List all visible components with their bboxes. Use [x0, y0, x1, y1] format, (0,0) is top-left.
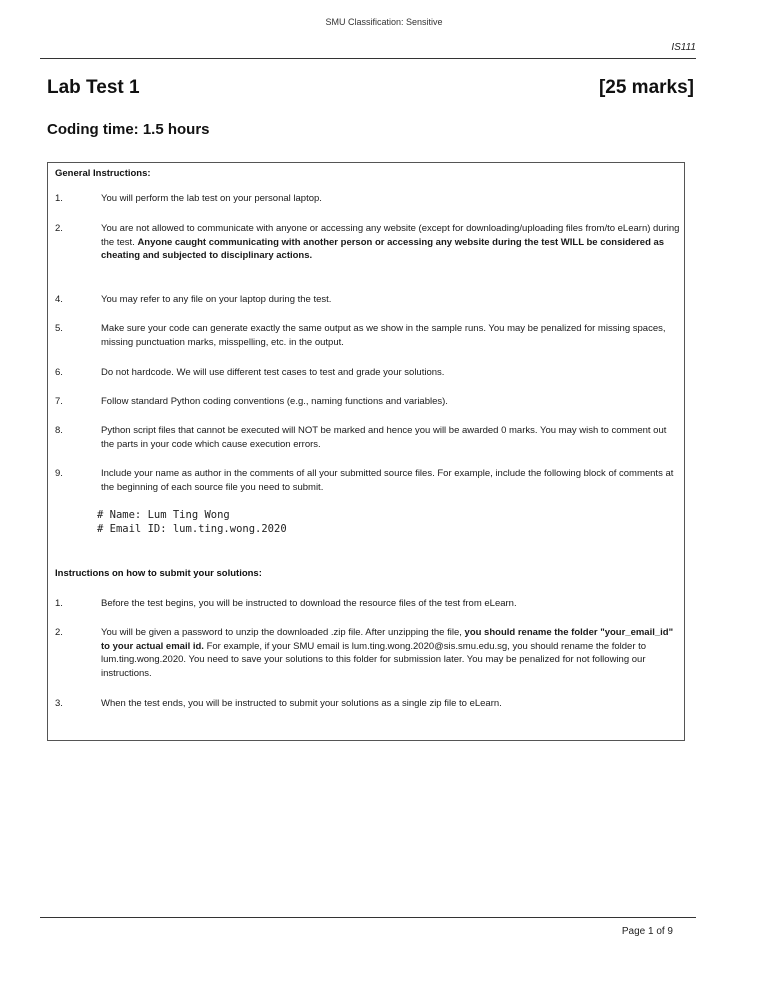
item-text-plain: You are not allowed to communicate with anyone or accessing any website (except for downloading/uploading files from/to eLearn) during the test. [101, 223, 680, 248]
item-text: Follow standard Python coding conventions (e.g., naming functions and variables). [101, 396, 448, 407]
code-comment-line-1: # Name: Lum Ting Wong [97, 509, 230, 521]
item-text-bold: Anyone caught communicating with another person or accessing any website during the test WILL be considered as cheating and subjected to disciplinary actions. [101, 236, 665, 261]
item-text: Make sure your code can generate exactly the same output as we show in the sample runs. You may be penalized for missing spaces, missing punctuation marks, misspelling, etc. in the output. [101, 323, 666, 348]
footer-divider [40, 917, 696, 918]
course-code: IS111 [671, 42, 696, 53]
item-text: Do not hardcode. We will use different test cases to test and grade your solutions. [101, 367, 445, 378]
item-number: 1. [55, 193, 63, 204]
item-text-plain: You will be given a password to unzip the downloaded .zip file. After unzipping the file, [101, 627, 465, 638]
coding-time: Coding time: 1.5 hours [47, 121, 210, 138]
submit-instructions-heading: Instructions on how to submit your solutions: [55, 568, 262, 579]
item-number: 2. [55, 223, 63, 234]
item-number: 1. [55, 598, 63, 609]
item-text: You will perform the lab test on your personal laptop. [101, 193, 322, 204]
item-number: 3. [55, 698, 63, 709]
item-text: Before the test begins, you will be instructed to download the resource files of the test from eLearn. [101, 598, 517, 609]
header-divider [40, 58, 696, 59]
item-number: 6. [55, 367, 63, 378]
item-number: 2. [55, 627, 63, 638]
item-text [101, 222, 681, 263]
page-title: Lab Test 1 [47, 77, 140, 98]
page-number: Page 1 of 9 [621, 926, 673, 937]
general-instructions-heading: General Instructions: [55, 168, 151, 179]
item-text: Python script files that cannot be executed will NOT be marked and hence you will be awarded 0 marks. You may wish to comment out the parts in your code which cause execution errors. [101, 425, 667, 450]
item-number: 4. [55, 294, 63, 305]
item-text: When the test ends, you will be instructed to submit your solutions as a single zip file to eLearn. [101, 698, 502, 709]
item-text: Include your name as author in the comments of all your submitted source files. For example, include the following block of comments at the beginning of each source file you need to submit. [101, 468, 674, 493]
item-number: 5. [55, 323, 63, 334]
instructions-box [47, 162, 685, 741]
item-number: 9. [55, 468, 63, 479]
item-number: 7. [55, 396, 63, 407]
item-text-plain-end: For example, if your SMU email is lum.ting.wong.2020@sis.smu.edu.sg, you should rename the folder to lum.ting.wong.2020. You need to save your solutions to this folder for submission later. You may be penalized for not following our instructions. [101, 640, 647, 679]
total-marks: [25 marks] [598, 77, 694, 98]
code-comment-line-2: # Email ID: lum.ting.wong.2020 [97, 523, 287, 535]
classification-label: SMU Classification: Sensitive [325, 17, 443, 27]
item-text [101, 626, 681, 680]
item-text-bold: you should rename the folder "your_email_id" to your actual email id. [101, 627, 674, 652]
item-number: 8. [55, 425, 63, 436]
item-text: You may refer to any file on your laptop during the test. [101, 294, 332, 305]
